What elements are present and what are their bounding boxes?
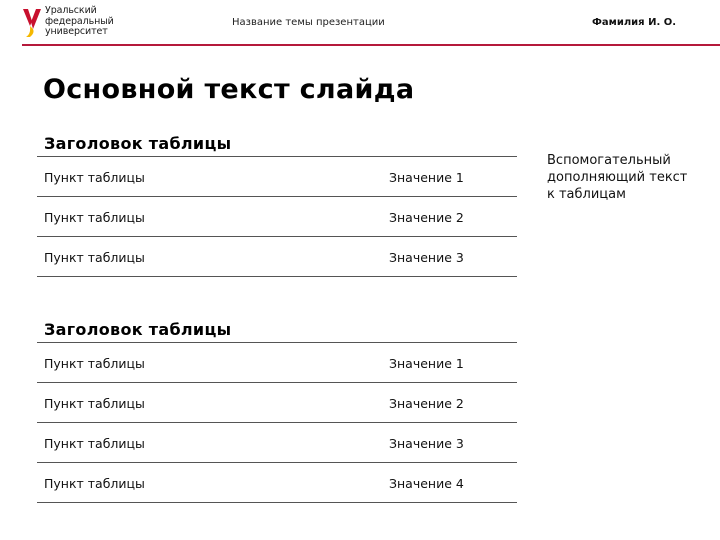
presentation-title: Название темы презентации: [232, 17, 385, 28]
row-value: Значение 2: [389, 210, 464, 225]
table-row: [37, 343, 517, 383]
table-row: [37, 197, 517, 237]
row-value: Значение 3: [389, 250, 464, 265]
row-item: Пункт таблицы: [44, 356, 145, 371]
row-value: Значение 1: [389, 170, 464, 185]
row-value: Значение 2: [389, 396, 464, 411]
row-item: Пункт таблицы: [44, 170, 145, 185]
row-value: Значение 4: [389, 476, 464, 491]
row-item: Пункт таблицы: [44, 210, 145, 225]
header-divider: [22, 44, 720, 46]
author-name: Фамилия И. О.: [592, 17, 677, 28]
table-heading: Заголовок таблицы: [44, 134, 232, 153]
table-heading: Заголовок таблицы: [44, 320, 232, 339]
table-body: [37, 342, 517, 503]
side-note: Вспомогательный дополняющий текст к таблицам: [547, 153, 688, 202]
table-row: [37, 157, 517, 197]
row-item: Пункт таблицы: [44, 250, 145, 265]
table-1: [37, 132, 517, 277]
table-row: [37, 463, 517, 503]
row-item: Пункт таблицы: [44, 436, 145, 451]
row-item: Пункт таблицы: [44, 476, 145, 491]
table-row: [37, 383, 517, 423]
urfu-logo-icon: [22, 8, 42, 38]
row-value: Значение 1: [389, 356, 464, 371]
slide-title: Основной текст слайда: [43, 74, 415, 105]
table-row: [37, 423, 517, 463]
row-item: Пункт таблицы: [44, 396, 145, 411]
row-value: Значение 3: [389, 436, 464, 451]
university-logo: [22, 6, 122, 40]
table-row: [37, 237, 517, 277]
slide-header: [0, 0, 720, 48]
table-body: [37, 156, 517, 277]
logo-text: Уральский федеральный университет: [45, 5, 114, 37]
table-2: [37, 318, 517, 503]
